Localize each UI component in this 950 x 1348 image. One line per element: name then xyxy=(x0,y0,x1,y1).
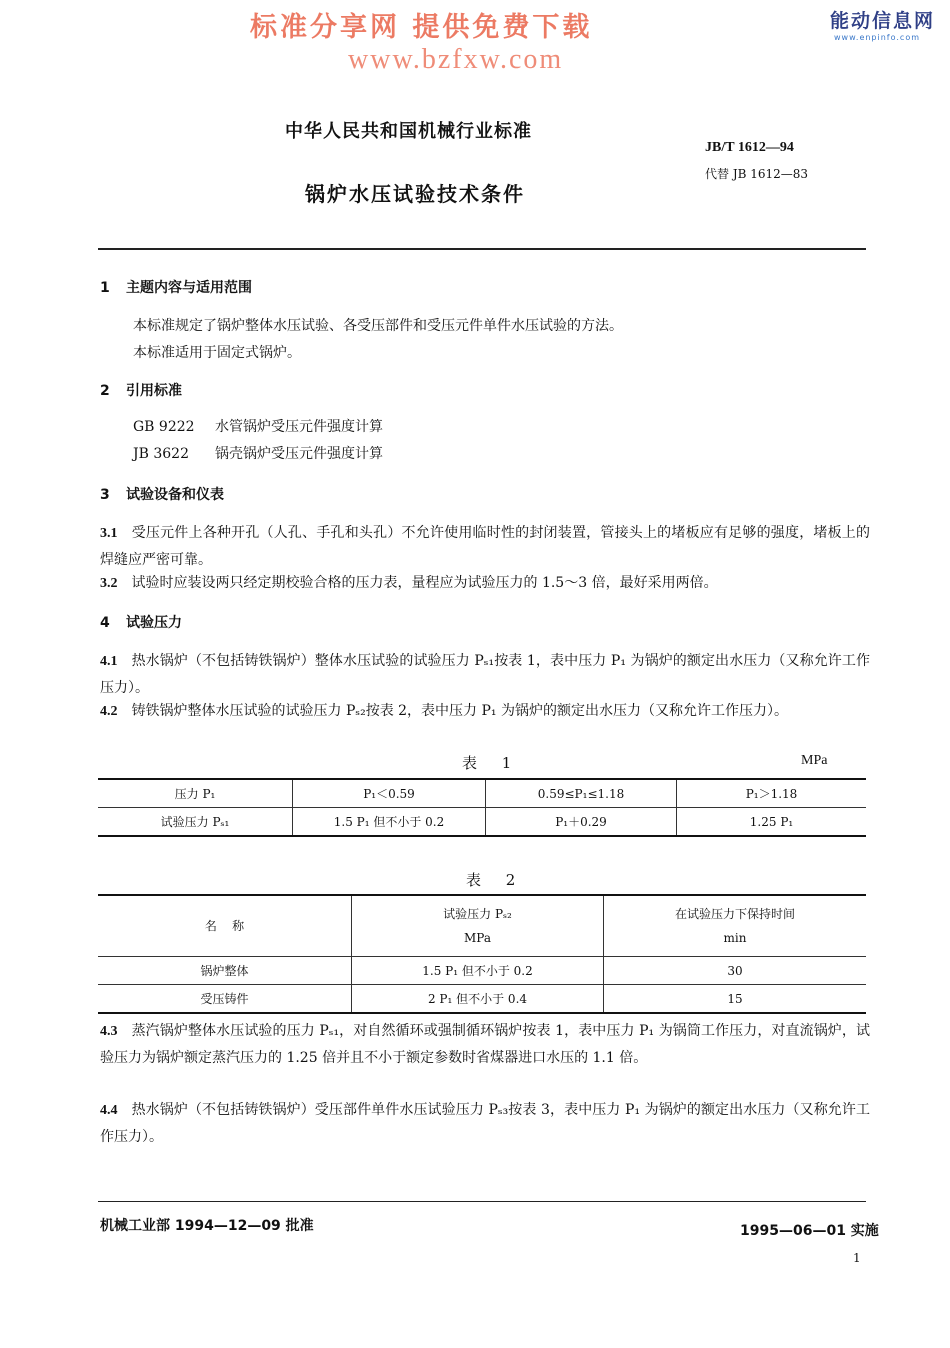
table-cell: 1.5 P₁ 但不小于 0.2 xyxy=(352,957,604,985)
section-1-paragraph-1: 本标准规定了锅炉整体水压试验、各受压部件和受压元件单件水压试验的方法。 xyxy=(133,318,623,334)
logo-text: 能动信息网 xyxy=(830,10,936,32)
table-cell: 压力 P₁ xyxy=(98,779,293,808)
clause-4-3: 4.3 蒸汽锅炉整体水压试验的压力 Pₛ₁，对自然循环或强制循环锅炉按表 1，表中压力 P₁ 为锅筒工作压力，对直流锅炉，试验压力为锅炉额定蒸汽压力的 1.25 倍并且不小于额定参数时省煤器进口水压的 1.1 倍。 xyxy=(100,1023,870,1066)
section-2-heading: 2 引用标准 xyxy=(100,383,182,399)
clause-4-1: 4.1 热水锅炉（不包括铸铁锅炉）整体水压试验的试验压力 Pₛ₁按表 1，表中压力 P₁ 为锅炉的额定出水压力（又称允许工作压力）。 xyxy=(100,653,870,696)
table-row xyxy=(98,985,866,1014)
clause-4-2: 4.2 铸铁锅炉整体水压试验的试验压力 Pₛ₂按表 2，表中压力 P₁ 为锅炉的额定出水压力（又称允许工作压力）。 xyxy=(100,703,788,719)
section-3-heading: 3 试验设备和仪表 xyxy=(100,487,224,503)
logo-url: www.enpinfo.com xyxy=(834,33,920,42)
table-cell: 锅炉整体 xyxy=(98,957,352,985)
header-label: 在试验压力下保持时间 xyxy=(674,907,795,921)
clause-3-2: 3.2 试验时应装设两只经定期校验合格的压力表，量程应为试验压力的 1.5～3 倍，最好采用两倍。 xyxy=(100,575,718,591)
reference-name: 水管锅炉受压元件强度计算 xyxy=(215,419,383,435)
document-title: 锅炉水压试验技术条件 xyxy=(305,182,525,206)
table-cell: 受压铸件 xyxy=(98,985,352,1014)
header-label: 试验压力 Pₛ₂ xyxy=(443,907,512,921)
table-cell: 0.59≤P₁≤1.18 xyxy=(486,779,677,808)
reference-item xyxy=(133,414,383,441)
table-header-cell: 名 称 xyxy=(98,895,352,957)
footer-rule xyxy=(98,1201,866,1202)
clause-3-1: 3.1 受压元件上各种开孔（人孔、手孔和头孔）不允许使用临时性的封闭装置，管接头上的堵板应有足够的强度，堵板上的焊缝应严密可靠。 xyxy=(100,525,870,568)
table-header-row xyxy=(98,895,866,957)
table-cell: 试验压力 Pₛ₁ xyxy=(98,808,293,837)
clause-4-4: 4.4 热水锅炉（不包括铸铁锅炉）受压部件单件水压试验压力 Pₛ₃按表 3，表中压力 P₁ 为锅炉的额定出水压力（又称允许工作压力）。 xyxy=(100,1102,870,1145)
section-1-paragraph-2: 本标准适用于固定式锅炉。 xyxy=(133,345,301,361)
table-cell: P₁＋0.29 xyxy=(486,808,677,837)
table-row xyxy=(98,957,866,985)
table-1 xyxy=(98,778,866,837)
effective-date: 1995—06—01 实施 xyxy=(740,1223,879,1239)
standard-code: JB/T 1612—94 xyxy=(705,140,794,155)
section-4-heading: 4 试验压力 xyxy=(100,615,182,631)
table-2 xyxy=(98,894,866,1014)
table-header-cell xyxy=(352,895,604,957)
table-2-caption: 表 2 xyxy=(466,871,526,889)
reference-item xyxy=(133,441,383,468)
watermark-url[interactable]: www.bzfxw.com xyxy=(348,44,564,75)
table-cell: 1.25 P₁ xyxy=(677,808,867,837)
page-number: 1 xyxy=(853,1251,861,1265)
header-rule xyxy=(98,248,866,250)
site-logo[interactable] xyxy=(830,6,942,44)
table-row xyxy=(98,808,866,837)
header-unit: min xyxy=(723,931,747,945)
table-cell: 1.5 P₁ 但不小于 0.2 xyxy=(293,808,486,837)
standard-replaces: 代替 JB 1612—83 xyxy=(705,167,809,181)
table-1-caption: 表 1 xyxy=(462,754,522,772)
table-cell: 2 P₁ 但不小于 0.4 xyxy=(352,985,604,1014)
table-cell: 30 xyxy=(604,957,867,985)
table-header-cell xyxy=(604,895,867,957)
header-unit: MPa xyxy=(464,931,491,945)
section-1-heading: 1 主题内容与适用范围 xyxy=(100,280,252,296)
table-row xyxy=(98,779,866,808)
reference-code: GB 9222 xyxy=(133,419,195,435)
table-cell: P₁＜0.59 xyxy=(293,779,486,808)
table-1-unit: MPa xyxy=(801,753,828,768)
approval-info: 机械工业部 1994—12—09 批准 xyxy=(100,1218,314,1234)
table-cell: 15 xyxy=(604,985,867,1014)
watermark-title: 标准分享网 提供免费下载 xyxy=(250,12,593,43)
reference-name: 锅壳锅炉受压元件强度计算 xyxy=(215,446,383,462)
table-cell: P₁＞1.18 xyxy=(677,779,867,808)
standard-type: 中华人民共和国机械行业标准 xyxy=(285,121,532,142)
reference-code: JB 3622 xyxy=(133,446,189,462)
